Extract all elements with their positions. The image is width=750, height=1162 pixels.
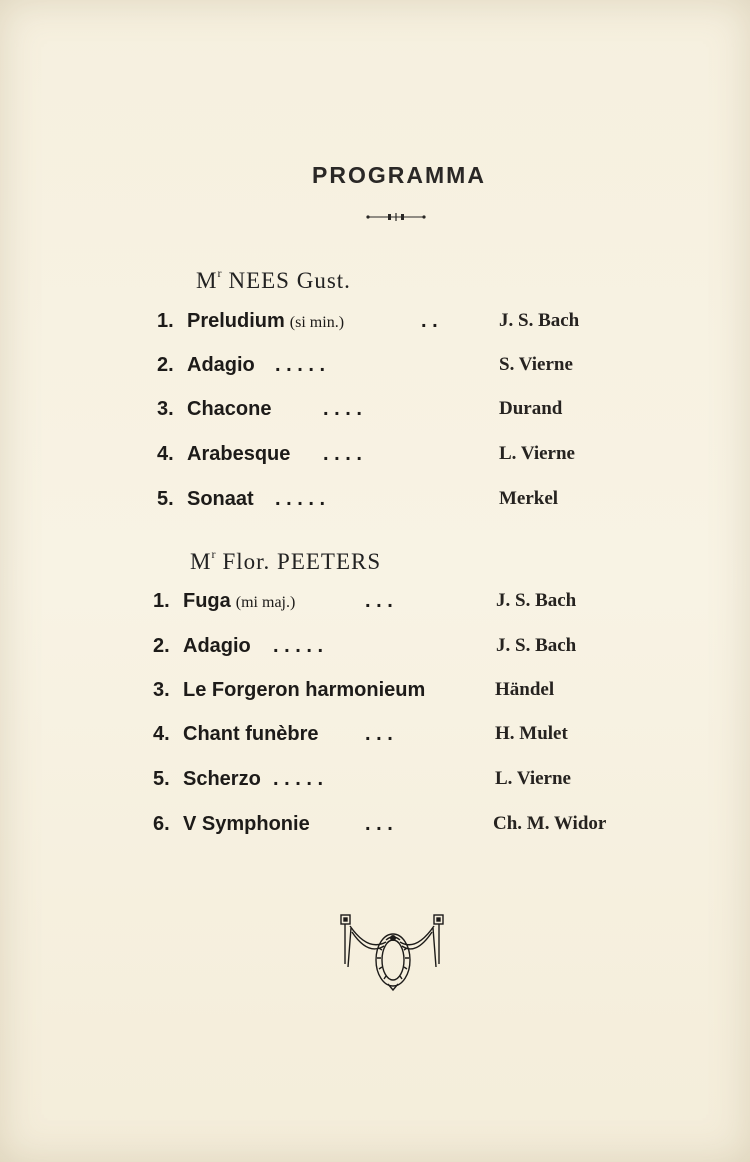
leader-dots: . . . . . [273, 768, 324, 790]
composer: Ch. M. Widor [493, 813, 607, 834]
piece-title: Le Forgeron harmonieum [183, 679, 426, 701]
composer: H. Mulet [495, 723, 568, 744]
piece-key: (mi maj.) [235, 594, 296, 611]
performer-name: NEES Gust. [228, 268, 351, 293]
performer-heading: $M^r$ Flor. PEETERS [190, 547, 382, 574]
leader-dots: . . . . . [273, 635, 324, 657]
leader-dots: . . . . [323, 443, 362, 465]
leader-dots: . . . [365, 590, 393, 612]
composer: Durand [499, 398, 563, 419]
performer-heading: $M^r$ NEES Gust. [196, 266, 351, 293]
piece-title: Chacone [187, 398, 272, 420]
composer: Merkel [499, 488, 559, 509]
item-number: 4. [153, 723, 170, 745]
item-number: 2. [157, 354, 174, 376]
piece-title: Sonaat [187, 488, 254, 510]
piece-title: Arabesque [187, 443, 291, 465]
item-number: 5. [157, 488, 174, 510]
title-ornament-icon [366, 211, 426, 223]
composer: J. S. Bach [496, 590, 577, 611]
wreath-ornament-icon [338, 912, 448, 992]
composer: J. S. Bach [499, 310, 580, 331]
piece-key: (si min.) [289, 314, 345, 331]
piece-title: Adagio [187, 354, 255, 376]
composer: L. Vierne [499, 443, 575, 464]
composer: J. S. Bach [496, 635, 577, 656]
piece-title: Fuga (mi maj.) [183, 590, 296, 612]
leader-dots: . . [421, 310, 438, 332]
item-number: 2. [153, 635, 170, 657]
piece-title: Adagio [183, 635, 251, 657]
item-number: 1. [157, 310, 174, 332]
piece-title: V Symphonie [183, 813, 310, 835]
item-number: 6. [153, 813, 170, 835]
item-number: 3. [157, 398, 174, 420]
performer-name: Flor. PEETERS [222, 549, 382, 574]
item-number: 3. [153, 679, 170, 701]
piece-title: Preludium (si min.) [187, 310, 345, 332]
composer: L. Vierne [495, 768, 571, 789]
leader-dots: . . . . . [275, 354, 326, 376]
leader-dots: . . . . [323, 398, 362, 420]
item-number: 4. [157, 443, 174, 465]
item-number: 1. [153, 590, 170, 612]
composer: S. Vierne [499, 354, 573, 375]
leader-dots: . . . [365, 813, 393, 835]
composer: Händel [495, 679, 555, 700]
item-number: 5. [153, 768, 170, 790]
piece-title: Chant funèbre [183, 723, 319, 745]
piece-title: Scherzo [183, 768, 261, 790]
leader-dots: . . . . . [275, 488, 326, 510]
page-title: PROGRAMMA [312, 162, 486, 188]
leader-dots: . . . [365, 723, 393, 745]
